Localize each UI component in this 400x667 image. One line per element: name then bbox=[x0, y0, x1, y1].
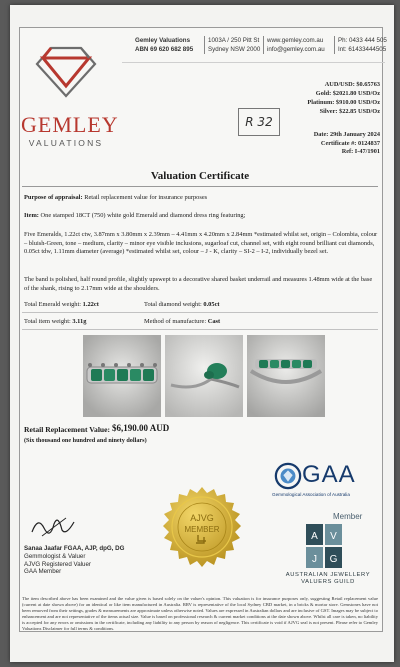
item-weight-row bbox=[24, 317, 86, 326]
gaa-sub: Gemmological Association of Australia bbox=[272, 492, 350, 497]
emerald-weight-value: 1.22ct bbox=[82, 301, 99, 308]
certificate-meta bbox=[314, 131, 380, 157]
contact-web bbox=[263, 36, 325, 54]
address-line2: Sydney NSW 2000 bbox=[208, 46, 261, 53]
stone-description: Five Emeralds, 1.22ct ctw, 3.87mm x 3.80mm x 2.39mm – 4.41mm x 4.20mm x 2.84mm *estimated whilst set, origin – Colombia, colour – bluish-Green, tone – medium, clarity – minor eye visible inclusions, sugarloaf cut, channel set, with eight round brilliant cut diamonds, 0.05ct tdw, 1.11mm diameter (average) *estimated whilst set, colour – J - K, clarity – SI-2 – I-2, individually bezel set. bbox=[24, 231, 378, 256]
ring-photo-front bbox=[247, 335, 325, 417]
gemley-logo-icon bbox=[21, 30, 111, 110]
method-row bbox=[144, 317, 220, 326]
address-line1: 1003A / 250 Pitt St bbox=[208, 37, 260, 44]
rate-platinum: Platinum: $910.00 USD/Oz bbox=[307, 99, 380, 106]
ajvg-caption bbox=[278, 572, 378, 586]
appraiser-role2: AJVG Registered Valuer bbox=[24, 560, 91, 568]
contact-company bbox=[135, 36, 193, 54]
company-abn: ABN 69 620 682 895 bbox=[135, 46, 194, 53]
handwritten-note: R 32 bbox=[238, 108, 280, 136]
brand-name: GEMLEY bbox=[21, 112, 119, 137]
title-divider bbox=[22, 186, 378, 187]
ajvg-seal bbox=[160, 485, 244, 569]
appraiser-name: Sanaa Jaafar FGAA, AJP, dpG, DG bbox=[24, 545, 125, 552]
gaa-logo-icon bbox=[274, 462, 302, 490]
contact-address bbox=[204, 36, 260, 54]
appraiser-block bbox=[24, 545, 124, 576]
purpose-line bbox=[24, 194, 378, 203]
appraiser-role1: Gemmologist & Valuer bbox=[24, 552, 86, 560]
ring-photo-top bbox=[83, 335, 161, 417]
ajvg-letter-v: V bbox=[330, 531, 337, 542]
ajvg-line1: AUSTRALIAN JEWELLERY bbox=[285, 572, 371, 578]
page-title: Valuation Certificate bbox=[150, 170, 250, 182]
diamond-weight-label: Total diamond weight: bbox=[144, 301, 202, 308]
signature bbox=[28, 510, 78, 540]
method-value: Cast bbox=[207, 318, 221, 325]
brand-sub: VALUATIONS bbox=[28, 138, 104, 148]
field-divider-1 bbox=[22, 312, 378, 313]
diamond-weight-value: 0.05ct bbox=[203, 301, 220, 308]
method-label: Method of manufacture: bbox=[144, 318, 207, 325]
emerald-weight-label: Total Emerald weight: bbox=[24, 301, 82, 308]
item-weight-label: Total item weight: bbox=[24, 318, 71, 325]
gemley-logo bbox=[21, 30, 119, 148]
phone-number: Ph: 0433 444 505 bbox=[338, 37, 387, 44]
seal-line1: AJVG bbox=[190, 513, 214, 523]
seal-line2: MEMBER bbox=[184, 525, 220, 534]
purpose-text: Retail replacement value for insurance purposes bbox=[84, 194, 208, 201]
rate-aud: AUD/USD: $0.65763 bbox=[324, 81, 380, 88]
metal-rates bbox=[307, 80, 380, 116]
cert-ref: Ref: I-47/1901 bbox=[341, 148, 380, 155]
band-description: The band is polished, half round profile, slightly upswept to a decorative shared basket underrail and measures 1.48mm wide at the base of the shank, rising to 2.17mm wide at the shoulders. bbox=[24, 276, 373, 292]
company-name: Gemley Valuations bbox=[135, 37, 191, 44]
item-line bbox=[24, 212, 378, 221]
ajvg-letter-a: A bbox=[311, 531, 318, 542]
cert-number: Certificate #: 0124837 bbox=[320, 139, 380, 147]
cert-date: Date: 29th January 2024 bbox=[313, 131, 380, 138]
gaa-name: GAA bbox=[302, 461, 356, 488]
item-weight-value: 3.11g bbox=[72, 318, 87, 325]
gaa-member: Member bbox=[333, 512, 363, 521]
gold-seal-icon bbox=[160, 485, 244, 569]
item-text: One stamped 18CT (750) white gold Emerald and diamond dress ring featuring; bbox=[40, 212, 246, 219]
ajvg-logo-icon bbox=[306, 524, 342, 568]
field-divider-2 bbox=[22, 329, 378, 330]
rrv-value: $6,190.00 AUD bbox=[112, 423, 170, 433]
rate-gold: Gold: $2021.80 USD/Oz bbox=[315, 90, 380, 97]
intl-number: Int: 61433444505 bbox=[338, 46, 387, 53]
ajvg-letter-g: G bbox=[329, 554, 338, 565]
ajvg-line2: VALUERS GUILD bbox=[301, 579, 355, 585]
ajvg-logo bbox=[306, 524, 342, 568]
header-divider bbox=[122, 62, 385, 63]
rrv-label: Retail Replacement Value: bbox=[24, 425, 111, 434]
item-label: Item: bbox=[24, 212, 39, 219]
rate-silver: Silver: $22.85 USD/Oz bbox=[319, 108, 380, 115]
emerald-weight-row bbox=[24, 300, 99, 309]
contact-phone bbox=[334, 36, 387, 54]
website-link[interactable]: www.gemley.com.au bbox=[267, 37, 324, 44]
email-link[interactable]: info@gemley.com.au bbox=[267, 46, 325, 53]
appraiser-role3: GAA Member bbox=[24, 568, 62, 576]
rrv-words: (Six thousand one hundred and ninety dollars) bbox=[24, 437, 147, 444]
disclaimer-text: The item described above has been examined and the value given is based solely on the valuer's opinion. This valuation is for insurance purposes only, suggesting Retail replacement value (current at date shown above) for an identical or like item manufactured in Australia. RRV is representative of the local Sydney CBD market, in a bricks & mortar store. Gemstones have not been removed from their settings, grades & measurements are approximate unless otherwise noted. Values are expressed in Australian dollars and are inclusive of GST. Images may be subject to enhancement and are not representative of the items actual size. Value is based on professional research & current market conditions at the date shown above. Whilst all care is taken, no liability is accepted for any errors or omissions in the certificate, including any liability to any person by reason of negligence. This certificate is void if AJVG seal is not present. Please refer to Gemley Valuations Disclaimer for full terms & conditions. bbox=[22, 596, 378, 632]
diamond-weight-row bbox=[144, 300, 220, 309]
signature-icon bbox=[28, 510, 78, 540]
ajvg-letter-j: J bbox=[312, 554, 317, 565]
ring-photo-side bbox=[165, 335, 243, 417]
purpose-label: Purpose of appraisal: bbox=[24, 194, 83, 201]
